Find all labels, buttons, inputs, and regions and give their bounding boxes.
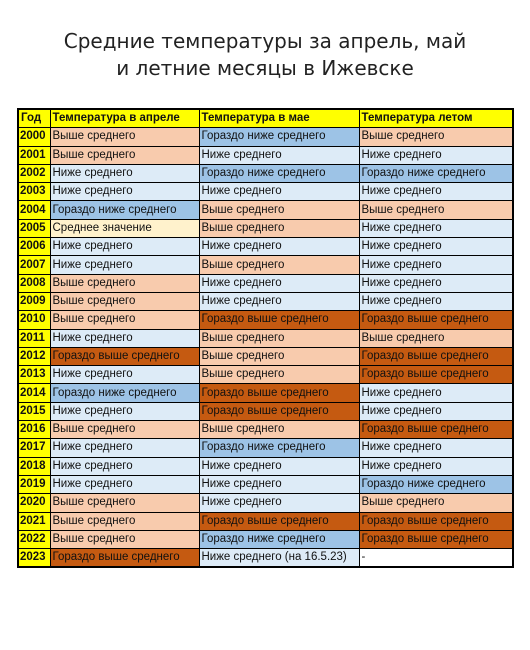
- year-cell: 2022: [18, 530, 50, 548]
- header-april: Температура в апреле: [50, 109, 199, 128]
- year-cell: 2014: [18, 384, 50, 402]
- title-line-2: и летние месяцы в Ижевске: [116, 56, 414, 80]
- header-row: [18, 109, 513, 128]
- april-cell: Выше среднего: [50, 274, 199, 292]
- table-row: [18, 256, 513, 274]
- may-cell: Гораздо ниже среднего: [199, 439, 359, 457]
- table-row: [18, 530, 513, 548]
- may-cell: Выше среднего: [199, 256, 359, 274]
- header-summer: Температура летом: [359, 109, 513, 128]
- year-cell: 2019: [18, 475, 50, 493]
- may-cell: Гораздо ниже среднего: [199, 530, 359, 548]
- table-row: [18, 347, 513, 365]
- table-row: [18, 494, 513, 512]
- may-cell: Выше среднего: [199, 347, 359, 365]
- april-cell: Ниже среднего: [50, 457, 199, 475]
- table-row: [18, 384, 513, 402]
- year-cell: 2005: [18, 219, 50, 237]
- april-cell: Ниже среднего: [50, 256, 199, 274]
- summer-cell: Ниже среднего: [359, 256, 513, 274]
- table-row: [18, 366, 513, 384]
- table-row: [18, 274, 513, 292]
- year-cell: 2015: [18, 402, 50, 420]
- year-cell: 2006: [18, 238, 50, 256]
- table-body: [18, 128, 513, 568]
- may-cell: Ниже среднего: [199, 146, 359, 164]
- year-cell: 2023: [18, 549, 50, 568]
- summer-cell: Ниже среднего: [359, 274, 513, 292]
- may-cell: Гораздо выше среднего: [199, 384, 359, 402]
- april-cell: Ниже среднего: [50, 402, 199, 420]
- may-cell: Ниже среднего: [199, 183, 359, 201]
- april-cell: Ниже среднего: [50, 439, 199, 457]
- april-cell: Ниже среднего: [50, 164, 199, 182]
- table-row: [18, 292, 513, 310]
- april-cell: Ниже среднего: [50, 475, 199, 493]
- summer-cell: Выше среднего: [359, 128, 513, 146]
- table-row: [18, 512, 513, 530]
- summer-cell: Ниже среднего: [359, 219, 513, 237]
- year-cell: 2000: [18, 128, 50, 146]
- summer-cell: Гораздо выше среднего: [359, 530, 513, 548]
- april-cell: Гораздо ниже среднего: [50, 384, 199, 402]
- header-year: Год: [18, 109, 50, 128]
- table-row: [18, 146, 513, 164]
- table-row: [18, 475, 513, 493]
- april-cell: Гораздо ниже среднего: [50, 201, 199, 219]
- summer-cell: Гораздо выше среднего: [359, 311, 513, 329]
- may-cell: Выше среднего: [199, 201, 359, 219]
- year-cell: 2002: [18, 164, 50, 182]
- april-cell: Гораздо выше среднего: [50, 549, 199, 568]
- table-row: [18, 183, 513, 201]
- summer-cell: Гораздо ниже среднего: [359, 475, 513, 493]
- may-cell: Ниже среднего: [199, 457, 359, 475]
- summer-cell: Гораздо выше среднего: [359, 347, 513, 365]
- table-row: [18, 421, 513, 439]
- may-cell: Гораздо ниже среднего: [199, 164, 359, 182]
- year-cell: 2003: [18, 183, 50, 201]
- table-row: [18, 128, 513, 146]
- table-row: [18, 238, 513, 256]
- summer-cell: -: [359, 549, 513, 568]
- may-cell: Выше среднего: [199, 219, 359, 237]
- may-cell: Ниже среднего: [199, 494, 359, 512]
- table-row: [18, 402, 513, 420]
- summer-cell: Гораздо ниже среднего: [359, 164, 513, 182]
- april-cell: Выше среднего: [50, 530, 199, 548]
- year-cell: 2018: [18, 457, 50, 475]
- may-cell: Ниже среднего: [199, 475, 359, 493]
- year-cell: 2009: [18, 292, 50, 310]
- table-row: [18, 164, 513, 182]
- summer-cell: Ниже среднего: [359, 238, 513, 256]
- may-cell: Выше среднего: [199, 421, 359, 439]
- summer-cell: Гораздо выше среднего: [359, 421, 513, 439]
- table-row: [18, 439, 513, 457]
- table-row: [18, 329, 513, 347]
- table-row: [18, 219, 513, 237]
- summer-cell: Ниже среднего: [359, 384, 513, 402]
- year-cell: 2007: [18, 256, 50, 274]
- year-cell: 2017: [18, 439, 50, 457]
- may-cell: Гораздо выше среднего: [199, 402, 359, 420]
- may-cell: Гораздо выше среднего: [199, 512, 359, 530]
- summer-cell: Ниже среднего: [359, 292, 513, 310]
- year-cell: 2016: [18, 421, 50, 439]
- summer-cell: Гораздо выше среднего: [359, 512, 513, 530]
- april-cell: Выше среднего: [50, 292, 199, 310]
- april-cell: Среднее значение: [50, 219, 199, 237]
- summer-cell: Ниже среднего: [359, 457, 513, 475]
- summer-cell: Ниже среднего: [359, 439, 513, 457]
- april-cell: Выше среднего: [50, 512, 199, 530]
- april-cell: Выше среднего: [50, 421, 199, 439]
- april-cell: Ниже среднего: [50, 238, 199, 256]
- may-cell: Выше среднего: [199, 329, 359, 347]
- year-cell: 2010: [18, 311, 50, 329]
- may-cell: Ниже среднего (на 16.5.23): [199, 549, 359, 568]
- april-cell: Выше среднего: [50, 494, 199, 512]
- year-cell: 2001: [18, 146, 50, 164]
- year-cell: 2012: [18, 347, 50, 365]
- table-row: [18, 457, 513, 475]
- year-cell: 2013: [18, 366, 50, 384]
- summer-cell: Гораздо выше среднего: [359, 366, 513, 384]
- may-cell: Гораздо выше среднего: [199, 311, 359, 329]
- page-title: [0, 28, 530, 82]
- april-cell: Гораздо выше среднего: [50, 347, 199, 365]
- may-cell: Выше среднего: [199, 366, 359, 384]
- summer-cell: Выше среднего: [359, 329, 513, 347]
- year-cell: 2021: [18, 512, 50, 530]
- table-row: [18, 201, 513, 219]
- year-cell: 2020: [18, 494, 50, 512]
- year-cell: 2004: [18, 201, 50, 219]
- table-row: [18, 311, 513, 329]
- may-cell: Ниже среднего: [199, 292, 359, 310]
- summer-cell: Ниже среднего: [359, 146, 513, 164]
- april-cell: Ниже среднего: [50, 183, 199, 201]
- temperature-table: [17, 108, 514, 568]
- year-cell: 2008: [18, 274, 50, 292]
- may-cell: Гораздо ниже среднего: [199, 128, 359, 146]
- summer-cell: Ниже среднего: [359, 402, 513, 420]
- summer-cell: Выше среднего: [359, 494, 513, 512]
- title-line-1: Средние температуры за апрель, май: [63, 29, 467, 53]
- may-cell: Ниже среднего: [199, 238, 359, 256]
- header-may: Температура в мае: [199, 109, 359, 128]
- year-cell: 2011: [18, 329, 50, 347]
- may-cell: Ниже среднего: [199, 274, 359, 292]
- april-cell: Выше среднего: [50, 146, 199, 164]
- table-row: [18, 549, 513, 568]
- april-cell: Ниже среднего: [50, 366, 199, 384]
- summer-cell: Ниже среднего: [359, 183, 513, 201]
- april-cell: Выше среднего: [50, 311, 199, 329]
- april-cell: Ниже среднего: [50, 329, 199, 347]
- april-cell: Выше среднего: [50, 128, 199, 146]
- summer-cell: Выше среднего: [359, 201, 513, 219]
